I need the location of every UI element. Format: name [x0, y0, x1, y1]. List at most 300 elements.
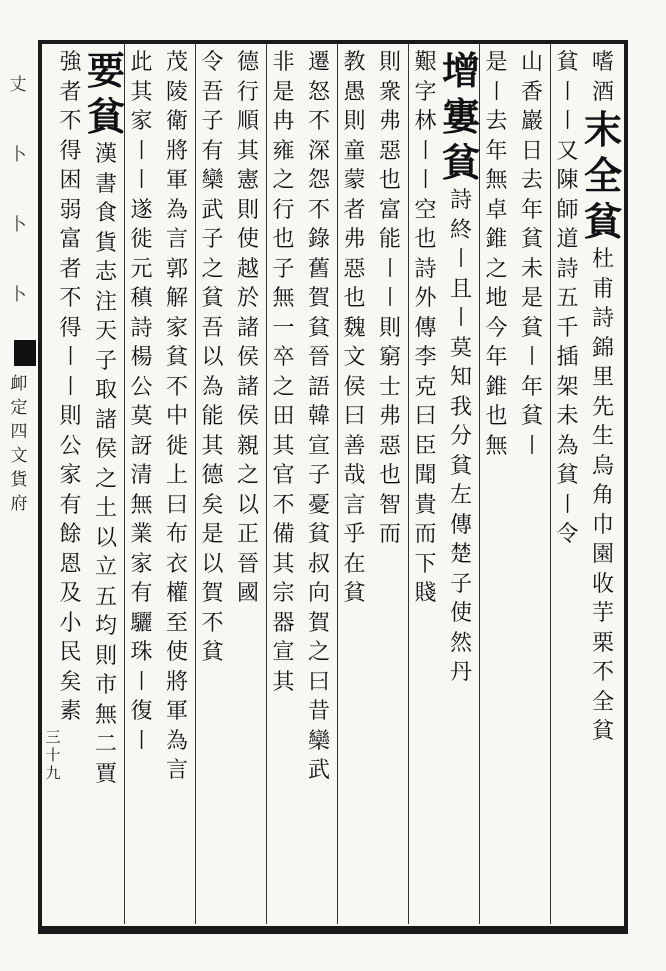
glyph: 郭: [165, 256, 188, 282]
glyph: 子: [272, 256, 295, 282]
glyph: 冉: [272, 109, 295, 134]
glyph: 無: [272, 286, 295, 311]
glyph: 宣: [307, 433, 330, 459]
glyph: 是: [272, 79, 295, 105]
glyph: 也: [272, 227, 295, 252]
glyph: 善: [343, 433, 366, 459]
glyph: 蒙: [343, 168, 366, 193]
glyph: 諸: [236, 374, 259, 400]
glyph: 不: [591, 660, 614, 685]
glyph: 則: [59, 404, 82, 429]
glyph: 德: [201, 463, 224, 488]
glyph: 不: [201, 610, 224, 636]
glyph: 為: [201, 374, 224, 400]
glyph: 市: [94, 673, 117, 698]
glyph: 珠: [130, 640, 153, 665]
glyph: 也: [343, 286, 366, 311]
glyph: 為: [165, 728, 188, 754]
glyph: 栗: [591, 630, 614, 656]
text-column: [127, 48, 157, 756]
glyph: 行: [272, 197, 295, 223]
glyph: 曰: [414, 404, 437, 429]
glyph: 貧: [307, 522, 330, 547]
glyph: 以: [94, 525, 117, 551]
glyph: 卒: [272, 345, 295, 370]
glyph: 欒: [307, 728, 330, 754]
glyph: 則: [378, 315, 401, 341]
glyph: 五: [94, 584, 117, 610]
glyph: 則: [236, 197, 259, 223]
glyph: 韓: [307, 404, 330, 429]
glyph: 楚: [449, 542, 472, 567]
glyph: 無: [94, 702, 117, 728]
glyph: 漢: [94, 142, 117, 167]
glyph: 弗: [378, 404, 401, 429]
glyph: 貧: [583, 199, 622, 244]
glyph: 五: [556, 286, 579, 311]
glyph: 宣: [272, 640, 295, 665]
glyph: 士: [378, 374, 401, 400]
glyph: 香: [520, 79, 543, 105]
glyph: 語: [307, 374, 330, 400]
glyph: 不: [59, 109, 82, 134]
column-rule: [337, 44, 338, 924]
glyph: 子: [307, 463, 330, 488]
glyph: 不: [307, 109, 330, 134]
glyph: 家: [130, 551, 153, 577]
glyph: 之: [201, 256, 224, 282]
glyph: 吾: [201, 79, 224, 105]
glyph: 者: [59, 79, 82, 105]
glyph: 子: [201, 227, 224, 252]
text-column: [269, 48, 299, 697]
glyph: 言: [343, 492, 366, 518]
glyph: 詩: [414, 256, 437, 282]
glyph: 雍: [272, 138, 295, 164]
glyph: 弱: [59, 197, 82, 223]
glyph: 終: [449, 217, 472, 243]
glyph: 是: [520, 286, 543, 311]
glyph: 無: [130, 492, 153, 518]
glyph: 子: [201, 109, 224, 134]
glyph: 以: [201, 345, 224, 370]
page-number-char: 九: [45, 764, 61, 782]
glyph: 侯: [236, 345, 259, 370]
glyph: 外: [414, 286, 437, 311]
glyph: 師: [556, 197, 579, 223]
glyph: 臣: [414, 433, 437, 459]
glyph: 而: [414, 522, 437, 547]
glyph: 強: [59, 50, 82, 75]
glyph: 軍: [165, 168, 188, 193]
glyph: 富: [378, 197, 401, 223]
text-column: [233, 48, 263, 609]
glyph: 矣: [59, 669, 82, 695]
glyph: 不: [272, 492, 295, 518]
glyph: 二: [94, 732, 117, 757]
glyph: 是: [485, 50, 508, 75]
glyph: 將: [165, 669, 188, 695]
glyph: 貧: [449, 453, 472, 479]
glyph: 〡: [378, 286, 401, 311]
glyph: 越: [236, 256, 259, 282]
glyph: 小: [59, 610, 82, 636]
glyph: 要: [86, 48, 125, 93]
column-rule: [550, 44, 551, 924]
glyph: 以: [201, 551, 224, 577]
glyph: 詩: [591, 306, 614, 331]
glyph: 於: [236, 286, 259, 311]
glyph: 教: [343, 50, 366, 75]
glyph: 丹: [449, 660, 472, 685]
glyph: 〡: [130, 168, 153, 193]
glyph: 衆: [378, 79, 401, 105]
column-rule: [266, 44, 267, 924]
glyph: 使: [165, 640, 188, 665]
glyph: 遂: [130, 197, 153, 223]
glyph: 深: [307, 138, 330, 164]
glyph: 家: [165, 315, 188, 341]
page-number: [42, 728, 64, 782]
text-column: [517, 48, 547, 461]
glyph: 陳: [556, 168, 579, 193]
glyph: 其: [272, 669, 295, 695]
glyph: 道: [556, 227, 579, 252]
glyph: 田: [272, 404, 295, 429]
glyph: 者: [59, 256, 82, 282]
glyph: 正: [236, 522, 259, 547]
glyph: 子: [94, 348, 117, 374]
glyph: 窮: [378, 345, 401, 370]
glyph: 驪: [130, 610, 153, 636]
margin-title-char: 定: [10, 398, 28, 418]
glyph: 〡: [556, 79, 579, 105]
text-column: [411, 48, 441, 609]
glyph: 食: [94, 201, 117, 226]
glyph: 備: [272, 522, 295, 547]
glyph: 中: [165, 404, 188, 429]
glyph: 貧: [520, 227, 543, 252]
text-column: [441, 48, 480, 688]
glyph: 艱: [414, 50, 437, 75]
margin-title: [6, 372, 32, 516]
glyph: 角: [591, 483, 614, 508]
glyph: 子: [449, 571, 472, 597]
glyph: 插: [556, 345, 579, 370]
margin-gutter: [0, 40, 36, 932]
glyph: 全: [583, 153, 622, 198]
glyph: 酒: [591, 79, 614, 105]
glyph: 言: [165, 227, 188, 252]
glyph: 〡: [485, 79, 508, 105]
glyph: 年: [520, 374, 543, 400]
glyph: 憲: [236, 168, 259, 193]
glyph: 之: [485, 256, 508, 282]
glyph: 曰: [343, 404, 366, 429]
glyph: 以: [236, 492, 259, 518]
glyph: 魏: [343, 315, 366, 341]
glyph: 甫: [591, 276, 614, 302]
glyph: 〡: [59, 374, 82, 400]
glyph: 而: [378, 522, 401, 547]
text-column: [304, 48, 334, 786]
glyph: 全: [591, 689, 614, 715]
glyph: 也: [414, 227, 437, 252]
glyph: 里: [591, 365, 614, 390]
glyph: 武: [307, 758, 330, 783]
glyph: 貨: [94, 230, 117, 256]
glyph: 地: [485, 286, 508, 311]
glyph: 宗: [272, 581, 295, 606]
glyph: 取: [94, 378, 117, 403]
glyph: 怒: [307, 79, 330, 105]
glyph: 民: [59, 640, 82, 665]
glyph: 貴: [414, 492, 437, 518]
glyph: 李: [414, 345, 437, 370]
glyph: 徙: [165, 433, 188, 459]
glyph: 陵: [165, 79, 188, 105]
glyph: 貧: [556, 50, 579, 75]
glyph: 無: [485, 168, 508, 193]
glyph: 錐: [485, 227, 508, 252]
glyph: 書: [94, 171, 117, 197]
text-column: [375, 48, 405, 550]
glyph: 矣: [201, 492, 224, 518]
glyph: 寠: [441, 94, 480, 139]
glyph: 解: [165, 286, 188, 311]
column-rule: [195, 44, 196, 924]
glyph: 者: [343, 197, 366, 223]
glyph: 貧: [591, 719, 614, 744]
glyph: 空: [414, 197, 437, 223]
glyph: 〡: [378, 256, 401, 282]
glyph: 有: [130, 581, 153, 606]
glyph: 舊: [307, 256, 330, 282]
glyph: 又: [556, 138, 579, 164]
glyph: 莫: [449, 335, 472, 361]
glyph: 晉: [236, 551, 259, 577]
glyph: 惡: [378, 138, 401, 164]
glyph: 〡: [59, 345, 82, 370]
glyph: 園: [591, 542, 614, 567]
glyph: 烏: [591, 453, 614, 479]
glyph: 文: [343, 345, 366, 370]
glyph: 一: [272, 315, 295, 341]
glyph: 布: [165, 522, 188, 547]
glyph: 國: [236, 581, 259, 606]
glyph: 之: [272, 168, 295, 193]
glyph: 貧: [86, 94, 125, 139]
glyph: 〡: [556, 492, 579, 518]
fish-tail-mark: [14, 340, 36, 366]
glyph: 錦: [591, 335, 614, 361]
glyph: 訝: [130, 433, 153, 459]
glyph: 左: [449, 483, 472, 508]
glyph: 侯: [343, 374, 366, 400]
glyph: 則: [94, 643, 117, 669]
glyph: 向: [307, 581, 330, 606]
glyph: 將: [165, 138, 188, 164]
glyph: 侯: [94, 437, 117, 462]
text-column: [553, 48, 583, 550]
glyph: 公: [59, 433, 82, 459]
glyph: 餘: [59, 522, 82, 547]
glyph: 茂: [165, 50, 188, 75]
glyph: 武: [201, 197, 224, 223]
glyph: 業: [130, 522, 153, 547]
glyph: 侯: [236, 404, 259, 429]
glyph: 今: [485, 315, 508, 341]
glyph: 增: [441, 48, 480, 93]
glyph: 詩: [449, 188, 472, 213]
glyph: 〡: [449, 306, 472, 331]
glyph: 吾: [201, 315, 224, 341]
glyph: 天: [94, 319, 117, 344]
glyph: 是: [201, 522, 224, 547]
glyph: 行: [236, 79, 259, 105]
margin-title-char: 卹: [10, 374, 28, 394]
glyph: 林: [414, 109, 437, 134]
glyph: 去: [520, 168, 543, 193]
glyph: 惡: [343, 256, 366, 282]
glyph: 得: [59, 138, 82, 164]
glyph: 貧: [520, 315, 543, 341]
glyph: 也: [378, 463, 401, 488]
glyph: 其: [272, 433, 295, 459]
glyph: 分: [449, 424, 472, 449]
glyph: 衣: [165, 551, 188, 577]
glyph: 上: [165, 463, 188, 488]
glyph: 困: [59, 168, 82, 193]
margin-title-char: 府: [10, 494, 28, 514]
glyph: 愚: [343, 79, 366, 105]
glyph: 貧: [343, 581, 366, 606]
glyph: 貧: [201, 640, 224, 665]
glyph: 架: [556, 374, 579, 400]
glyph: 也: [378, 168, 401, 193]
glyph: 楊: [130, 345, 153, 370]
glyph: 未: [556, 404, 579, 429]
glyph: 千: [556, 315, 579, 341]
glyph: 巾: [591, 512, 614, 538]
margin-mark: 卜: [9, 285, 27, 305]
text-column: [162, 48, 192, 786]
bottom-border: [38, 926, 628, 934]
text-column: [340, 48, 370, 609]
glyph: 則: [343, 109, 366, 134]
column-rule: [124, 44, 125, 924]
glyph: 賀: [307, 286, 330, 311]
glyph: 及: [59, 581, 82, 606]
glyph: 〡: [130, 138, 153, 164]
glyph: 之: [272, 374, 295, 400]
glyph: 年: [485, 138, 508, 164]
glyph: 貧: [201, 286, 224, 311]
glyph: 其: [130, 79, 153, 105]
glyph: 惡: [378, 433, 401, 459]
glyph: 之: [94, 466, 117, 492]
glyph: 欒: [201, 168, 224, 193]
glyph: 之: [307, 640, 330, 665]
glyph: 芋: [591, 601, 614, 626]
glyph: 字: [414, 79, 437, 105]
glyph: 軍: [165, 699, 188, 724]
glyph: 至: [165, 610, 188, 636]
glyph: 其: [201, 433, 224, 459]
glyph: 克: [414, 374, 437, 400]
glyph: 賤: [414, 581, 437, 606]
glyph: 先: [591, 394, 614, 420]
glyph: 令: [556, 522, 579, 547]
glyph: 在: [343, 551, 366, 577]
glyph: 徙: [130, 227, 153, 252]
glyph: 莫: [130, 404, 153, 429]
glyph: 晉: [307, 345, 330, 370]
glyph: 生: [591, 424, 614, 449]
glyph: 智: [378, 492, 401, 518]
glyph: 立: [94, 555, 117, 580]
glyph: 〡: [556, 109, 579, 134]
glyph: 則: [378, 50, 401, 75]
glyph: 其: [236, 138, 259, 164]
glyph: 〡: [130, 669, 153, 695]
margin-title-char: 貨: [10, 470, 28, 490]
glyph: 家: [59, 463, 82, 488]
glyph: 末: [583, 107, 622, 152]
glyph: 貧: [520, 404, 543, 429]
glyph: 得: [59, 315, 82, 341]
glyph: 年: [520, 197, 543, 223]
glyph: 下: [414, 551, 437, 577]
glyph: 聞: [414, 463, 437, 488]
glyph: 年: [485, 345, 508, 370]
glyph: 傳: [414, 315, 437, 341]
margin-mark: 卜: [9, 145, 27, 165]
glyph: 怨: [307, 168, 330, 193]
glyph: 令: [201, 50, 224, 75]
glyph: 為: [165, 197, 188, 223]
glyph: 叔: [307, 551, 330, 577]
margin-title-char: 四: [10, 422, 28, 442]
glyph: 為: [556, 433, 579, 459]
text-column: [482, 48, 512, 461]
glyph: 稹: [130, 286, 153, 311]
glyph: 〡: [520, 433, 543, 459]
glyph: 能: [378, 227, 401, 252]
glyph: 巖: [520, 109, 543, 134]
glyph: 童: [343, 138, 366, 164]
glyph: 元: [130, 256, 153, 282]
margin-title-char: 文: [10, 446, 28, 466]
text-column: [198, 48, 228, 668]
glyph: 我: [449, 394, 472, 420]
glyph: 〡: [449, 247, 472, 272]
glyph: 也: [485, 404, 508, 429]
glyph: 憂: [307, 492, 330, 518]
glyph: 諸: [236, 315, 259, 341]
glyph: 之: [236, 463, 259, 488]
glyph: 使: [236, 227, 259, 252]
glyph: 曰: [165, 492, 188, 518]
glyph: 土: [94, 496, 117, 521]
glyph: 諸: [94, 407, 117, 433]
glyph: 有: [59, 492, 82, 518]
glyph: 錄: [307, 227, 330, 252]
glyph: 順: [236, 109, 259, 134]
glyph: 注: [94, 289, 117, 315]
glyph: 不: [165, 374, 188, 400]
glyph: 哉: [343, 463, 366, 488]
